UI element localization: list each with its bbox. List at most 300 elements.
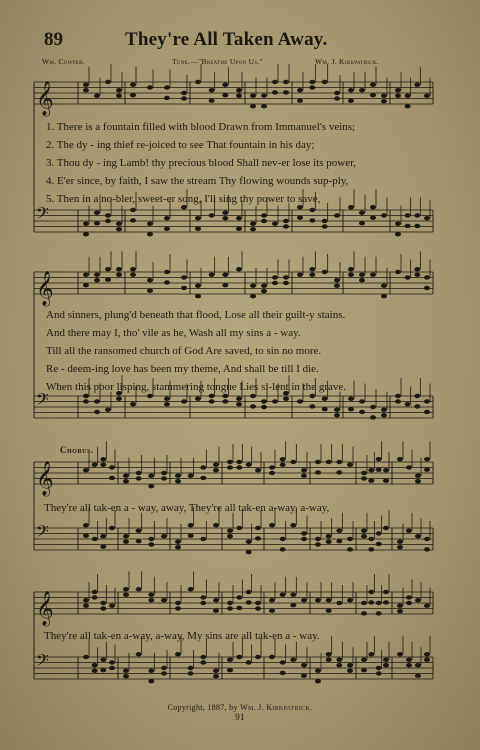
note-head [383,590,389,594]
note-head [83,273,89,277]
note-head [188,523,194,527]
note-head [269,465,275,469]
verse-3-line-1: 3. Thou dy - ing Lamb! thy precious blood Shall nev-er lose its power, [46,157,357,169]
note-head [94,278,100,282]
note-head [250,294,256,298]
note-head [261,94,267,98]
note-head [381,99,387,103]
note-head [368,590,374,594]
note-head [336,663,342,667]
note-head [175,652,181,656]
note-head [415,674,421,678]
chorus-label: Chorus. [60,445,94,455]
note-head [92,663,98,667]
note-head [283,275,289,279]
note-head [280,593,286,597]
note-head [397,604,403,608]
note-head [361,476,367,480]
note-head [83,523,89,527]
note-head [246,590,252,594]
note-head [200,660,206,664]
copyright-holder: Wm. J. Kirkpatrick. [240,703,313,712]
note-head [261,213,267,217]
note-head [227,658,233,662]
note-head [213,669,219,673]
note-head [213,463,219,467]
note-head [130,402,136,406]
note-head [255,526,261,530]
note-head [213,598,219,602]
treble-clef-icon: 𝄞 [36,271,54,306]
note-head [92,590,98,594]
note-head [424,286,430,290]
note-head [395,88,401,92]
note-head [148,537,154,541]
note-head [326,652,332,656]
note-head [347,598,353,602]
note-head [414,404,420,408]
note-head [414,83,420,87]
note-head [272,80,278,84]
note-head [123,587,129,591]
note-head [405,402,411,406]
note-head [105,213,111,217]
note-head [315,470,321,474]
note-head [200,537,206,541]
note-head [336,460,342,464]
note-head [415,534,421,538]
note-head [209,99,215,103]
note-head [200,595,206,599]
note-head [376,457,382,461]
note-head [147,85,153,89]
note-head [406,601,412,605]
note-head [283,80,289,84]
note-head [370,93,376,97]
note-head [370,205,376,209]
note-head [175,601,181,605]
note-head [94,221,100,225]
note-head [175,545,181,549]
note-head [347,663,353,667]
note-head [309,267,315,271]
verse-1-line-2: And sinners, plung'd beneath that flood, Lose all their guilt-y stains. [46,309,346,321]
note-head [105,267,111,271]
note-head [236,526,242,530]
note-head [370,273,376,277]
note-head [136,587,142,591]
note-head [236,216,242,220]
note-head [200,601,206,605]
note-head [361,601,367,605]
note-head [405,104,411,108]
note-head [381,213,387,217]
note-head [123,479,129,483]
note-head [181,399,187,403]
note-head [209,88,215,92]
note-head [326,658,332,662]
note-head [123,534,129,538]
note-head [116,222,122,226]
note-head [381,408,387,412]
note-head [280,457,286,461]
note-head [164,270,170,274]
note-head [297,273,303,277]
note-head [261,219,267,223]
note-head [272,281,278,285]
note-head [280,660,286,664]
note-head [376,542,382,546]
note-head [109,660,115,664]
note-head [361,471,367,475]
note-head [361,658,367,662]
note-head [164,227,170,231]
bass-clef-icon: 𝄢 [36,203,49,227]
note-head [381,413,387,417]
note-head [336,539,342,543]
note-head [424,94,430,98]
note-head [368,479,374,483]
note-head [383,663,389,667]
note-head [406,658,412,662]
note-head [100,601,106,605]
note-head [315,598,321,602]
note-head [83,88,89,92]
note-head [148,598,154,602]
note-head [424,275,430,279]
note-head [334,213,340,217]
note-head [147,394,153,398]
treble-clef-icon: 𝄞 [36,461,54,496]
note-head [326,460,332,464]
note-head [301,468,307,472]
note-head [405,94,411,98]
note-head [272,222,278,226]
bass-clef-icon: 𝄢 [36,389,49,413]
bass-staff [34,210,433,232]
note-head [109,476,115,480]
note-head [383,658,389,662]
note-head [130,93,136,97]
note-head [109,604,115,608]
note-head [181,275,187,279]
note-head [359,273,365,277]
note-head [361,611,367,615]
verse-1-line-1: 1. There is a fountain filled with blood Drawn from Immanuel's veins; [46,121,356,133]
note-head [130,208,136,212]
verse-4-line-1: 4. E'er since, by faith, I saw the stream Thy flowing wounds sup-ply, [46,175,349,187]
note-head [246,463,252,467]
note-head [250,227,256,231]
note-head [195,294,201,298]
note-head [100,606,106,610]
note-head [383,468,389,472]
note-head [269,598,275,602]
note-head [348,205,354,209]
note-head [92,669,98,673]
note-head [269,471,275,475]
note-head [236,595,242,599]
chorus-line-2: They're all tak-en a-way, a-way, My sins are all tak-en a - way. [44,630,320,642]
note-head [213,674,219,678]
note-head [136,652,142,656]
note-head [222,394,228,398]
note-head [381,294,387,298]
note-head [397,652,403,656]
note-head [415,663,421,667]
note-head [236,606,242,610]
note-head [236,94,242,98]
note-head [188,534,194,538]
verse-3-line-2: Till all the ransomed church of God Are saved, to sin no more. [46,345,322,357]
note-head [161,598,167,602]
treble-clef-icon: 𝄞 [36,81,54,116]
note-head [195,227,201,231]
note-head [309,208,315,212]
author-credit: Wm. Cowper. [42,57,85,66]
note-head [424,604,430,608]
note-head [309,218,315,222]
note-head [105,278,111,282]
note-head [116,397,122,401]
note-head [94,410,100,414]
note-head [148,679,154,683]
note-head [92,463,98,467]
note-head [414,224,420,228]
note-head [83,232,89,236]
note-head [383,479,389,483]
note-head [227,460,233,464]
note-head [424,547,430,551]
note-head [246,540,252,544]
note-head [195,216,201,220]
note-head [83,655,89,659]
note-head [315,679,321,683]
note-head [250,222,256,226]
note-head [175,479,181,483]
note-head [181,91,187,95]
note-head [209,399,215,403]
note-head [83,394,89,398]
note-head [368,547,374,551]
note-head [148,474,154,478]
note-head [406,529,412,533]
note-head [161,671,167,675]
hymn-title: They're All Taken Away. [125,29,328,50]
treble-clef-icon: 𝄞 [36,591,54,626]
note-head [347,463,353,467]
note-head [255,601,261,605]
note-head [261,399,267,403]
note-head [272,275,278,279]
note-head [336,601,342,605]
verse-5-line-1: 5. Then in a no-bler, sweet-er song, I'll sing thy power to save, [46,193,321,205]
note-head [395,222,401,226]
note-head [347,537,353,541]
note-head [181,205,187,209]
note-head [236,465,242,469]
note-head [148,484,154,488]
note-head [326,609,332,613]
note-head [130,218,136,222]
note-head [136,529,142,533]
note-head [269,609,275,613]
note-head [290,523,296,527]
note-head [322,397,328,401]
note-head [188,671,194,675]
note-head [147,232,153,236]
note-head [255,468,261,472]
note-head [309,404,315,408]
note-head [195,80,201,84]
note-head [164,397,170,401]
note-head [227,529,233,533]
copyright-notice [0,703,480,712]
note-head [161,476,167,480]
note-head [347,547,353,551]
chorus-line-1: They're all tak-en a - way, away, They're all tak-en a-way, a-way, [44,502,330,514]
note-head [123,669,129,673]
note-head [368,600,374,604]
note-head [381,94,387,98]
note-head [261,289,267,293]
note-head [209,213,215,217]
note-head [92,595,98,599]
note-head [236,402,242,406]
note-head [368,652,374,656]
note-head [280,671,286,675]
note-head [348,407,354,411]
note-head [280,463,286,467]
note-head [381,284,387,288]
note-head [222,216,228,220]
note-head [83,604,89,608]
note-head [336,470,342,474]
note-head [148,669,154,673]
note-head [370,415,376,419]
note-head [116,94,122,98]
note-head [405,213,411,217]
note-head [370,405,376,409]
verse-2-line-1: 2. The dy - ing thief re-joiced to see That fountain in his day; [46,139,315,151]
note-head [188,666,194,670]
note-head [322,80,328,84]
note-head [315,460,321,464]
note-head [147,278,153,282]
note-head [94,399,100,403]
note-head [250,284,256,288]
note-head [424,652,430,656]
note-head [255,536,261,540]
note-head [200,476,206,480]
note-head [397,540,403,544]
note-head [383,526,389,530]
hymn-number: 89 [44,29,63,50]
note-head [301,674,307,678]
note-head [136,539,142,543]
note-head [297,88,303,92]
note-head [236,460,242,464]
note-head [361,668,367,672]
note-head [414,273,420,277]
note-head [105,80,111,84]
note-head [148,593,154,597]
note-head [200,655,206,659]
note-head [272,399,278,403]
note-head [406,595,412,599]
note-head [83,399,89,403]
note-head [301,537,307,541]
note-head [370,83,376,87]
note-head [322,407,328,411]
note-head [424,658,430,662]
note-head [414,267,420,271]
note-head [246,600,252,604]
note-head [376,611,382,615]
note-head [83,222,89,226]
note-head [397,609,403,613]
note-head [326,534,332,538]
note-head [424,537,430,541]
verse-5-line-2: When this poor lisping, stammering tongue Lies si-lent in the grave. [46,381,346,393]
note-head [283,281,289,285]
page-number: 91 [235,712,245,722]
note-head [227,601,233,605]
note-head [414,394,420,398]
note-head [368,468,374,472]
note-head [195,397,201,401]
note-head [136,476,142,480]
note-head [250,394,256,398]
note-head [424,468,430,472]
note-head [213,523,219,527]
note-head [322,224,328,228]
note-head [255,606,261,610]
bass-staff [34,657,433,679]
note-head [261,405,267,409]
note-head [100,658,106,662]
note-head [250,104,256,108]
note-head [222,399,228,403]
note-head [269,523,275,527]
note-head [309,273,315,277]
note-head [94,273,100,277]
note-head [370,216,376,220]
note-head [261,104,267,108]
note-head [123,540,129,544]
note-head [222,83,228,87]
note-head [348,273,354,277]
note-head [213,468,219,472]
note-head [322,219,328,223]
note-head [297,216,303,220]
note-head [359,410,365,414]
note-head [164,216,170,220]
note-head [309,85,315,89]
note-head [227,465,233,469]
note-head [397,457,403,461]
note-head [336,658,342,662]
note-head [175,540,181,544]
note-head [195,284,201,288]
note-head [359,221,365,225]
note-head [424,410,430,414]
note-head [348,397,354,401]
note-head [109,666,115,670]
note-head [83,468,89,472]
note-head [414,213,420,217]
note-head [188,474,194,478]
